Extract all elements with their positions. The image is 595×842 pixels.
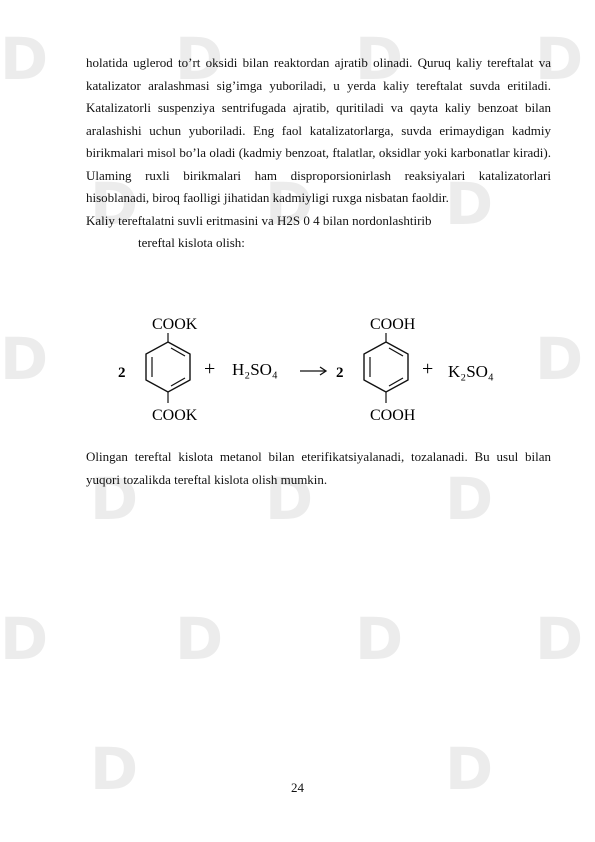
product-bottom-group: COOH [370,407,416,424]
watermark: D [175,605,224,673]
watermark: D [355,25,404,93]
watermark: D [445,465,494,533]
watermark: D [90,465,139,533]
watermark: D [265,170,314,238]
watermark: D [535,325,584,393]
watermark: D [445,735,494,803]
body-text-bottom [86,446,551,491]
watermark: D [0,605,49,673]
reactant-bottom-group: COOK [152,407,198,424]
watermark: D [175,25,224,93]
body-text-top [86,52,551,255]
plus-sign-1: + [204,358,216,380]
watermark: D [445,170,494,238]
reaction-equation [112,305,532,435]
potassium-sulfate: K₂SO₄ [448,362,494,381]
watermark: D [90,735,139,803]
reaction-scheme [112,305,532,435]
reactant-top-group: COOK [152,316,198,333]
coefficient-left: 2 [118,365,126,381]
watermark: D [355,605,404,673]
paragraph-3: tereftal kislota olish: [138,235,245,250]
sulfuric-acid: H₂SO₄ [232,360,278,379]
page-number: 24 [291,780,304,795]
product-top-group: COOH [370,316,416,333]
paragraph-4: Olingan tereftal kislota metanol bilan eterifikatsiyalanadi, tozalanadi. Bu usul bilan yuqori tozalikda tereftal kislota olish mumkin. [86,449,551,487]
coefficient-right: 2 [336,365,344,381]
watermark: D [90,170,139,238]
benzene-ring-left [146,342,190,392]
watermark: D [535,25,584,93]
watermark: D [0,325,49,393]
plus-sign-2: + [422,358,434,380]
watermark: D [535,605,584,673]
paragraph-2: Kaliy tereftalatni suvli eritmasini va H2S 0 4 bilan nordonlashtirib [86,212,432,228]
paragraph-1: holatida uglerod to’rt oksidi bilan reaktordan ajratib olinadi. Quruq kaliy tereftalat va katalizator aralashmasi sig’imga yuboriladi, u yerda kaliy tereftalat suvda eritiladi. Katalizatorli suspenziya sentrifugada ajratib, quritiladi va qayta kaliy benzoat bilan aralashishi uchun yuboriladi. Eng faol katalizatorlarga, suvda erimaydigan kadmiy birikmalari misol bo’la oladi (kadmiy benzoat, ftalatlar, oksidlar yoki karbonatlar kiradi). Ulaming ruxli birikmalari ham disproporsionirlash reaksiyalari katalizatorlari hisoblanadi, biroq faolligi jihatidan kadmiyligi ruxga nisbatan faoldir. [86,55,551,205]
watermark: D [265,465,314,533]
watermark: D [0,25,49,93]
